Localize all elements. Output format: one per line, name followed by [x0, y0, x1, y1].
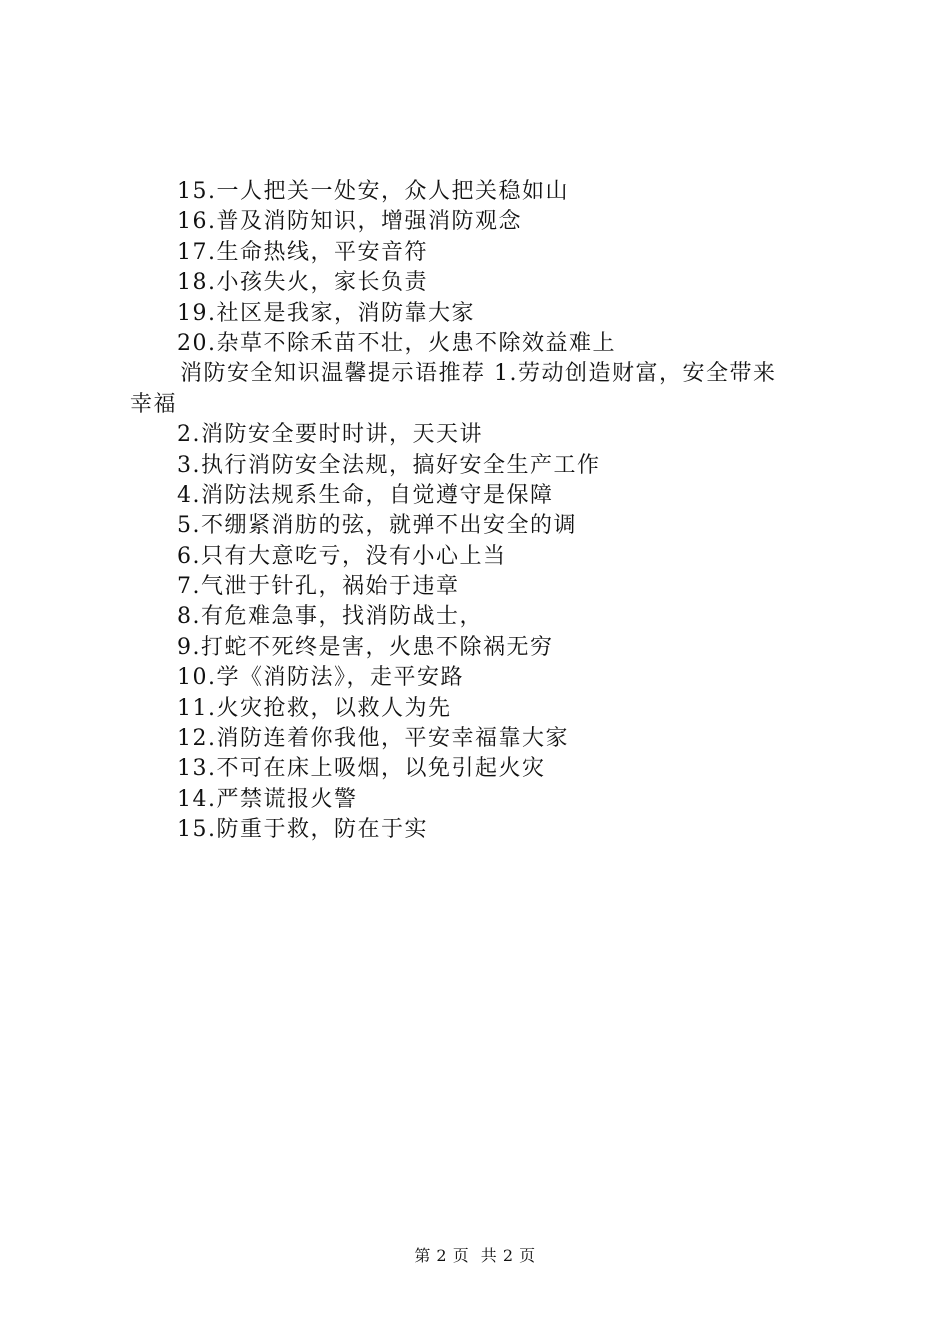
list-item: 14.严禁谎报火警	[177, 786, 358, 812]
list-item: 6.只有大意吃亏，没有小心上当	[177, 543, 507, 569]
paragraph-line: 消防安全知识温馨提示语推荐 1.劳动创造财富，安全带来	[180, 361, 777, 387]
list-item: 10.学《消防法》，走平安路	[177, 665, 464, 691]
list-item: 4.消防法规系生命，自觉遵守是保障	[177, 482, 554, 508]
list-item: 2.消防安全要时时讲，天天讲	[177, 422, 483, 448]
page-number: 第 2 页	[414, 1246, 470, 1265]
list-item: 15.一人把关一处安，众人把关稳如山	[177, 179, 569, 204]
list-item: 8.有危难急事，找消防战士，	[177, 604, 483, 630]
list-item: 3.执行消防安全法规，搞好安全生产工作	[177, 452, 601, 478]
list-item: 19.社区是我家，消防靠大家	[177, 300, 475, 326]
list-item: 20.杂草不除禾苗不壮，火患不除效益难上	[177, 330, 616, 356]
list-item: 16.普及消防知识，增强消防观念	[177, 209, 522, 235]
page-footer	[0, 1243, 950, 1266]
list-item: 18.小孩失火，家长负责	[177, 270, 428, 296]
list-item: 5.不绷紧消肪的弦，就弹不出安全的调	[177, 513, 577, 539]
list-item: 17.生命热线，平安音符	[177, 239, 428, 265]
list-item: 13.不可在床上吸烟，以免引起火灾	[177, 756, 546, 782]
document-body	[130, 177, 830, 846]
list-item: 9.打蛇不死终是害，火患不除祸无穷	[177, 634, 554, 660]
page-total: 共 2 页	[480, 1246, 536, 1265]
list-item: 12.消防连着你我他，平安幸福靠大家	[177, 726, 569, 752]
list-item: 7.气泄于针孔，祸始于违章	[177, 574, 460, 600]
list-item: 11.火灾抢救，以救人为先	[177, 695, 452, 721]
paragraph-line: 幸福	[130, 391, 178, 417]
list-item: 15.防重于救，防在于实	[177, 817, 428, 843]
